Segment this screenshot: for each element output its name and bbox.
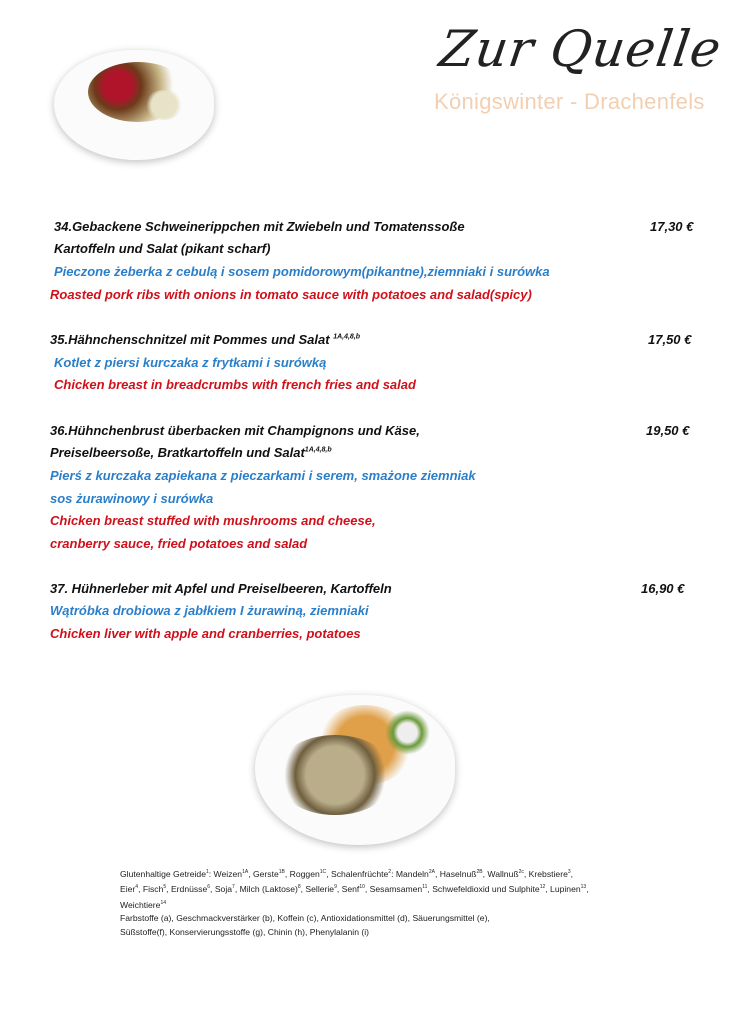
allergen-code: 2B bbox=[476, 869, 483, 875]
allergen-label: , Wallnuß bbox=[482, 868, 519, 879]
allergen-footnote bbox=[120, 866, 590, 939]
item-36-name-en: Chicken breast stuffed with mushrooms and cheese, bbox=[50, 513, 376, 528]
allergen-label: , Eier bbox=[120, 868, 574, 895]
allergen-label: , Sellerie bbox=[300, 884, 335, 895]
item-34-price: 17,30 € bbox=[650, 219, 694, 234]
dish-photo-top bbox=[54, 50, 214, 160]
allergen-label: : Weizen bbox=[208, 868, 243, 879]
allergen-label: , Haselnuß bbox=[434, 868, 477, 879]
item-36-name-pl-2: sos żurawinowy i surówka bbox=[50, 491, 214, 506]
logo-subtitle: Königswinter - Drachenfels bbox=[434, 89, 705, 114]
allergen-label: , Schalenfrüchte bbox=[326, 868, 389, 879]
item-37-name-de: 37. Hühnerleber mit Apfel und Preiselbeeren, Kartoffeln bbox=[50, 581, 392, 596]
allergen-code: 14 bbox=[160, 899, 167, 906]
additives-line-2: Süßstoffe(f), Konservierungsstoffe (g), Chinin (h), Phenylalanin (i) bbox=[120, 926, 370, 937]
item-35-name-pl: Kotlet z piersi kurczaka z frytkami i surówką bbox=[54, 355, 327, 370]
allergen-code: 1 bbox=[206, 869, 209, 875]
item-36-name-pl: Pierś z kurczaka zapiekana z pieczarkami i serem, smażone ziemniak bbox=[50, 468, 476, 483]
food-mushroom-sauce bbox=[275, 735, 395, 815]
allergen-label: , Roggen bbox=[284, 868, 320, 879]
item-36-title-2: Preiselbeersoße, Bratkartoffeln und Salat bbox=[50, 445, 305, 460]
allergen-code: 13 bbox=[580, 884, 587, 891]
allergen-label: , Sesamsamen bbox=[364, 884, 423, 895]
item-34-name-de: 34.Gebackene Schweinerippchen mit Zwiebeln und Tomatenssoße bbox=[54, 219, 465, 234]
item-35-price: 17,50 € bbox=[648, 332, 692, 347]
allergen-code: 8 bbox=[297, 884, 301, 891]
item-36-name-de: 36.Hühnchenbrust überbacken mit Champignons und Käse, bbox=[50, 423, 420, 438]
item-34-name-en: Roasted pork ribs with onions in tomato sauce with potatoes and salad(spicy) bbox=[50, 287, 532, 302]
item-35-title: 35.Hähnchenschnitzel mit Pommes und Salat bbox=[50, 332, 334, 347]
logo-title: Zur Quelle bbox=[435, 20, 726, 78]
allergen-label: , Senf bbox=[336, 884, 360, 895]
allergen-code: 10 bbox=[359, 884, 365, 891]
item-36-name-en-2: cranberry sauce, fried potatoes and salad bbox=[50, 536, 308, 551]
allergen-label: , Gerste bbox=[248, 868, 279, 879]
allergen-label: , Fisch bbox=[138, 884, 164, 895]
allergen-label: : Mandeln bbox=[391, 868, 429, 879]
allergen-code: 3 bbox=[567, 869, 571, 875]
dish-photo-bottom bbox=[255, 695, 455, 845]
item-37-name-pl: Wątróbka drobiowa z jabłkiem I żurawiną, ziemniaki bbox=[50, 603, 369, 618]
allergen-label: Glutenhaltige Getreide bbox=[120, 868, 206, 879]
allergen-code: 9 bbox=[334, 884, 337, 891]
allergen-code: 2 bbox=[388, 869, 392, 875]
item-35-name-en: Chicken breast in breadcrumbs with french fries and salad bbox=[54, 377, 416, 392]
item-35-name-de bbox=[50, 332, 360, 347]
allergen-code: 1B bbox=[278, 869, 285, 875]
allergen-label: , Milch (Laktose) bbox=[234, 884, 298, 895]
allergen-code: 1A bbox=[242, 869, 249, 875]
item-37-price: 16,90 € bbox=[641, 581, 685, 596]
allergen-code: 12 bbox=[539, 884, 546, 891]
item-36-price: 19,50 € bbox=[646, 423, 690, 438]
item-36-name-de-2 bbox=[50, 445, 332, 460]
additives-line-1: Farbstoffe (a), Geschmackverstärker (b), Koffein (c), Antioxidationsmittel (d), Säuerungsmittel (e), bbox=[120, 913, 490, 924]
allergen-list bbox=[120, 866, 590, 912]
allergen-code: 11 bbox=[422, 884, 428, 891]
allergen-label: , Lupinen bbox=[545, 884, 581, 895]
allergen-codes: 1A,4,8,b bbox=[333, 333, 361, 341]
allergen-label: , Erdnüsse bbox=[166, 884, 208, 895]
item-34-name-pl: Pieczone żeberka z cebulą i sosem pomidorowym(pikantne),ziemniaki i surówka bbox=[54, 264, 550, 279]
allergen-codes: 1A,4,8,b bbox=[304, 446, 332, 454]
food-salad bbox=[385, 710, 430, 755]
allergen-label: , Weichtiere bbox=[120, 884, 589, 910]
allergen-code: 7 bbox=[232, 884, 235, 891]
allergen-label: , Krebstiere bbox=[523, 868, 568, 879]
allergen-code: 1C bbox=[319, 869, 327, 875]
food-dumplings bbox=[144, 90, 184, 120]
allergen-code: 2A bbox=[428, 869, 435, 875]
item-34-name-de-2: Kartoffeln und Salat (pikant scharf) bbox=[54, 241, 271, 256]
allergen-label: , Soja bbox=[210, 884, 233, 895]
allergen-label: , Schwefeldioxid und Sulphite bbox=[427, 884, 540, 895]
allergen-code: 6 bbox=[207, 884, 211, 891]
item-37-name-en: Chicken liver with apple and cranberries, potatoes bbox=[50, 626, 361, 641]
allergen-code: 5 bbox=[163, 884, 167, 891]
allergen-code: 2c bbox=[518, 869, 524, 875]
allergen-code: 4 bbox=[135, 884, 139, 891]
